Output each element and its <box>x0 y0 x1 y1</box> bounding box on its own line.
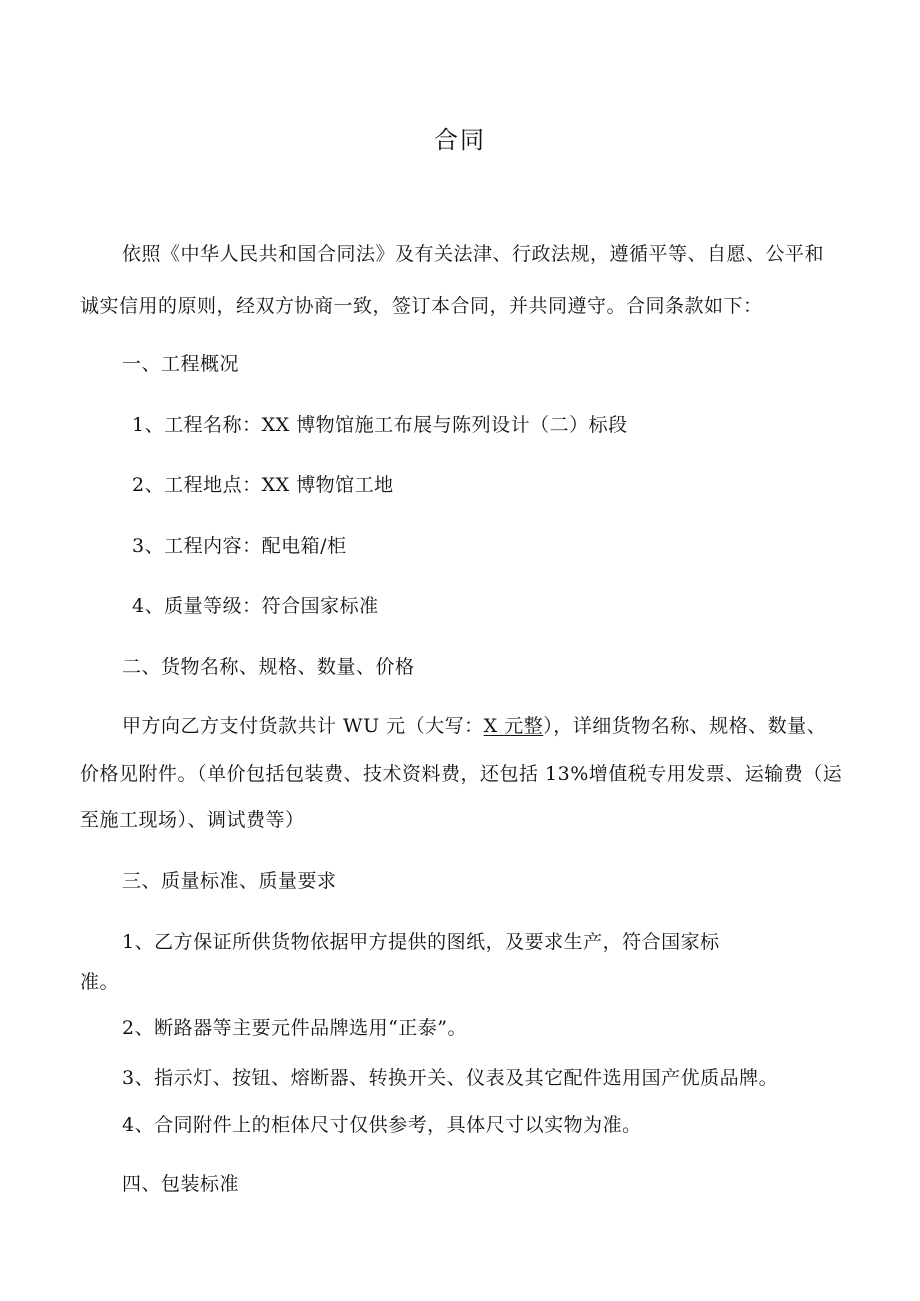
section-1-item-4: 4、质量等级：符合国家标准 <box>132 595 379 617</box>
payment-text-b: ），详细货物名称、规格、数量、 <box>543 715 827 737</box>
section-3-item-4: 4、合同附件上的柜体尺寸仅供参考，具体尺寸以实物为准。 <box>122 1114 642 1136</box>
section-3-item-2: 2、断路器等主要元件品牌选用“正泰”。 <box>122 1017 468 1039</box>
section-3-item-3: 3、指示灯、按钮、熔断器、转换开关、仪表及其它配件选用国产优质品牌。 <box>122 1067 779 1089</box>
intro-line-2: 诚实信用的原则，经双方协商一致，签订本合同，并共同遵守。合同条款如下： <box>80 295 763 317</box>
page-title: 合同 <box>434 126 486 154</box>
section-3-item-1-line-2: 准。 <box>80 971 120 993</box>
section-2-heading: 二、货物名称、规格、数量、价格 <box>122 656 415 678</box>
section-2-para-line-1 <box>122 714 826 738</box>
section-1-heading: 一、工程概况 <box>122 353 240 375</box>
intro-line-1: 依照《中华人民共和国合同法》及有关法津、行政法规，遵循平等、自愿、公平和 <box>122 243 825 265</box>
section-4-heading: 四、包装标准 <box>122 1173 240 1195</box>
section-2-para-line-3: 至施工现场）、调试费等） <box>80 809 305 831</box>
section-1-item-3: 3、工程内容：配电箱/柜 <box>132 535 347 557</box>
section-3-item-1-line-1: 1、乙方保证所供货物依据甲方提供的图纸，及要求生产，符合国家标 <box>122 931 720 953</box>
amount-in-words: X 元整 <box>483 715 544 737</box>
section-2-para-line-2: 价格见附件。（单价包括包装费、技术资料费，还包括 13%增值税专用发票、运输费（运 <box>80 763 843 785</box>
section-1-item-1: 1、工程名称：XX 博物馆施工布展与陈列设计（二）标段 <box>132 414 628 436</box>
section-3-heading: 三、质量标准、质量要求 <box>122 870 337 892</box>
section-1-item-2: 2、工程地点：XX 博物馆工地 <box>132 474 394 496</box>
payment-text-a: 甲方向乙方支付货款共计 WU 元（大写： <box>122 715 484 737</box>
